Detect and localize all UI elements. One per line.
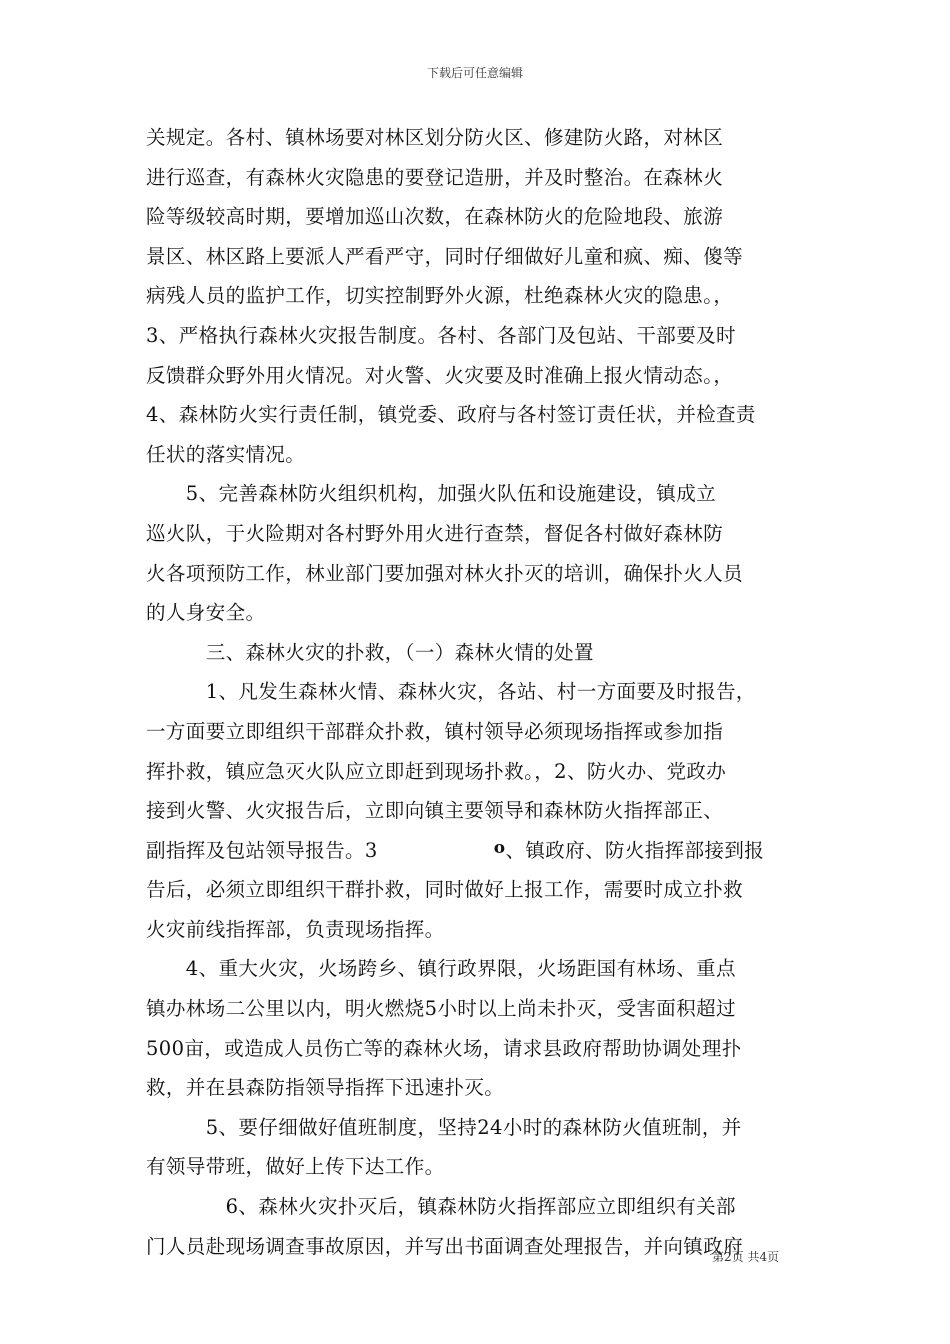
- text-line: 救，并在县森防指领导指挥下迅速扑灭。: [146, 1076, 505, 1100]
- text-line: 火灾前线指挥部，负责现场指挥。: [146, 917, 445, 941]
- text-line: 500亩，或造成人员伤亡等的森林火场，请求县政府帮助协调处理扑: [146, 1036, 742, 1060]
- text-line: [146, 831, 822, 871]
- stray-mark: o: [493, 837, 506, 858]
- text-line: 5、完善森林防火组织机构，加强火队伍和设施建设，镇成立: [146, 482, 717, 506]
- text-line: 险等级较高时期，要增加巡山次数，在森林防火的危险地段、旅游: [146, 205, 724, 229]
- text-line: 进行巡查，有森林火灾隐患的要登记造册，并及时整治。在森林火: [146, 165, 724, 189]
- text-line: 3、严格执行森林火灾报告制度。各村、各部门及包站、干部要及时: [146, 323, 736, 347]
- text-line: 4、森林防火实行责任制，镇党委、政府与各村签订责任状，并检查责: [146, 403, 756, 427]
- text-line: 镇办林场二公里以内，明火燃烧5小时以上尚未扑灭，受害面积超过: [146, 997, 736, 1021]
- text-line: 巡火队，于火险期对各村野外用火进行查禁，督促各村做好森林防: [146, 521, 724, 545]
- text-line: 挥扑救，镇应急灭火队应立即赶到现场扑救。，2、防火办、党政办: [146, 759, 727, 783]
- text-line: 门人员赴现场调查事故原因，并写出书面调查处理报告，并向镇政府: [146, 1234, 744, 1258]
- page-number: 第2页 共4页: [712, 1250, 780, 1264]
- text-line: 接到火警、火灾报告后，立即向镇主要领导和森林防火指挥部正、: [146, 799, 724, 823]
- text-line: 关规定。各村、镇林场要对林区划分防火区、修建防火路，对林区: [146, 126, 724, 149]
- text-line: 三、森林火灾的扑救，（一）森林火情的处置: [146, 640, 594, 664]
- text-line: 的人身安全。: [146, 601, 266, 625]
- text-line: 6、森林火灾扑灭后，镇森林防火指挥部应立即组织有关部: [146, 1195, 736, 1219]
- text-line: 告后，必须立即组织干群扑救，同时做好上报工作，需要时成立扑救: [146, 878, 744, 902]
- text-line-end: 、镇政府、防火指挥部接到报: [505, 838, 765, 862]
- text-line: 火各项预防工作，林业部门要加强对林火扑灭的培训，确保扑火人员: [146, 561, 744, 585]
- text-line: 景区、林区路上要派人严看严守，同时仔细做好儿童和疯、痴、傻等: [146, 244, 744, 268]
- text-line-start: 副指挥及包站领导报告。3: [146, 838, 378, 862]
- text-line: 4、重大火灾，火场跨乡、镇行政界限，火场距国有林场、重点: [146, 957, 736, 981]
- text-line: 任状的落实情况。: [146, 442, 306, 466]
- text-line: 反馈群众野外用火情况。对火警、火灾要及时准确上报火情动态。，: [146, 363, 734, 387]
- text-line: 病残人员的监护工作，切实控制野外火源，杜绝森林火灾的隐患。，: [146, 284, 734, 308]
- text-line: 一方面要立即组织干部群众扑救，镇村领导必须现场指挥或参加指: [146, 719, 724, 743]
- text-line: 1、凡发生森林火情、森林火灾，各站、村一方面要及时报告，: [146, 680, 756, 704]
- body-text: [146, 118, 822, 1266]
- text-line: 5、要仔细做好值班制度，坚持24小时的森林防火值班制，并: [146, 1115, 742, 1139]
- page-header: 下载后可任意编辑: [426, 66, 523, 80]
- text-line: 有领导带班，做好上传下达工作。: [146, 1155, 445, 1179]
